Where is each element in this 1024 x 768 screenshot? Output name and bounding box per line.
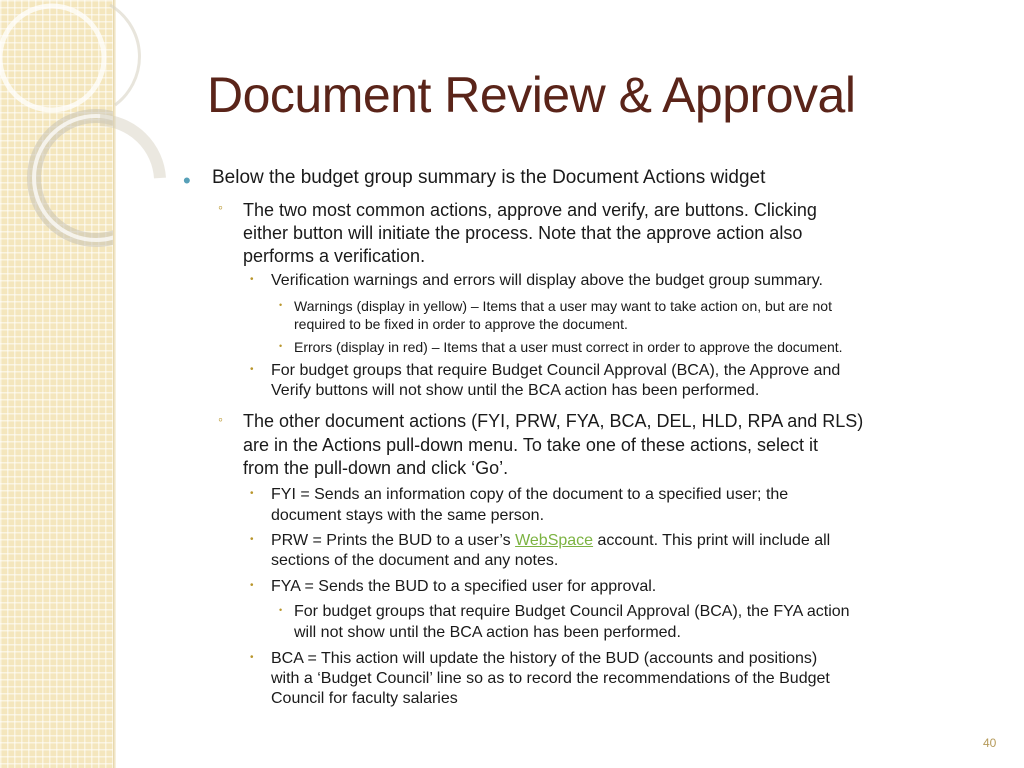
bullet-other-actions-line1: The other document actions (FYI, PRW, FYA, BCA, DEL, HLD, RPA and RLS): [243, 411, 864, 431]
decorative-sidebar: [0, 0, 113, 768]
bullet-other-actions-line2: are in the Actions pull-down menu. To take one of these actions, select it: [243, 435, 819, 455]
bullet-fya-bca-line1: For budget groups that require Budget Council Approval (BCA), the FYA action: [294, 603, 850, 620]
bullet-errors: Errors (display in red) – Items that a user must correct in order to approve the document.: [294, 339, 843, 355]
page-number: 40: [983, 736, 997, 750]
slide-title: Document Review & Approval: [207, 67, 856, 123]
bullet-common-actions-line1: The two most common actions, approve and verify, are buttons. Clicking: [243, 200, 817, 220]
bullet-tiny-dot-icon: •: [279, 605, 283, 615]
bullet-fyi-line1: FYI = Sends an information copy of the document to a specified user; the: [271, 486, 789, 503]
prw-text-suffix: account. This print will include all: [593, 532, 831, 549]
bullet-prw-line1: [271, 532, 830, 550]
bullet-circle-icon: ◦: [218, 411, 223, 427]
bullet-tiny-dot-icon: •: [279, 341, 283, 351]
bullet-warnings-line1: Warnings (display in yellow) – Items that a user may want to take action on, but are not: [294, 298, 832, 314]
bullet-bca-line3: Council for faculty salaries: [271, 690, 458, 707]
bullet-circle-icon: ◦: [218, 199, 223, 215]
bullet-bca-line2: with a ‘Budget Council’ line so as to record the recommendations of the Budget: [271, 670, 830, 687]
ring-overlap-icon: [100, 0, 260, 260]
bullet-fya: FYA = Sends the BUD to a specified user for approval.: [271, 578, 657, 595]
bullet-small-dot-icon: •: [250, 274, 254, 285]
bullet-small-dot-icon: •: [250, 652, 254, 663]
bullet-other-actions-line3: from the pull-down and click ‘Go’.: [243, 458, 509, 478]
webspace-link[interactable]: WebSpace: [515, 532, 594, 549]
bullet-bca-approve-line2: Verify buttons will not show until the BCA action has been performed.: [271, 382, 760, 399]
bullet-fya-bca-line2: will not show until the BCA action has been performed.: [294, 624, 681, 641]
bullet-prw-line2: sections of the document and any notes.: [271, 552, 559, 569]
bullet-bca-line1: BCA = This action will update the history of the BUD (accounts and positions): [271, 650, 818, 667]
bullet-tiny-dot-icon: •: [279, 300, 283, 310]
bullet-document-actions-widget: Below the budget group summary is the Document Actions widget: [212, 167, 766, 188]
bullet-warnings-line2: required to be fixed in order to approve the document.: [294, 316, 628, 332]
bullet-verification-warnings: Verification warnings and errors will display above the budget group summary.: [271, 272, 823, 289]
bullet-common-actions-line3: performs a verification.: [243, 246, 426, 266]
bullet-common-actions-line2: either button will initiate the process. Note that the approve action also: [243, 223, 803, 243]
bullet-fyi-line2: document stays with the same person.: [271, 507, 545, 524]
bullet-dot-icon: •: [183, 168, 191, 193]
circle-ornament-icon: [0, 0, 113, 768]
bullet-small-dot-icon: •: [250, 580, 254, 591]
bullet-small-dot-icon: •: [250, 534, 254, 545]
bullet-small-dot-icon: •: [250, 364, 254, 375]
prw-text-prefix: PRW = Prints the BUD to a user’s: [271, 532, 516, 549]
bullet-bca-approve-line1: For budget groups that require Budget Council Approval (BCA), the Approve and: [271, 362, 841, 379]
bullet-small-dot-icon: •: [250, 488, 254, 499]
